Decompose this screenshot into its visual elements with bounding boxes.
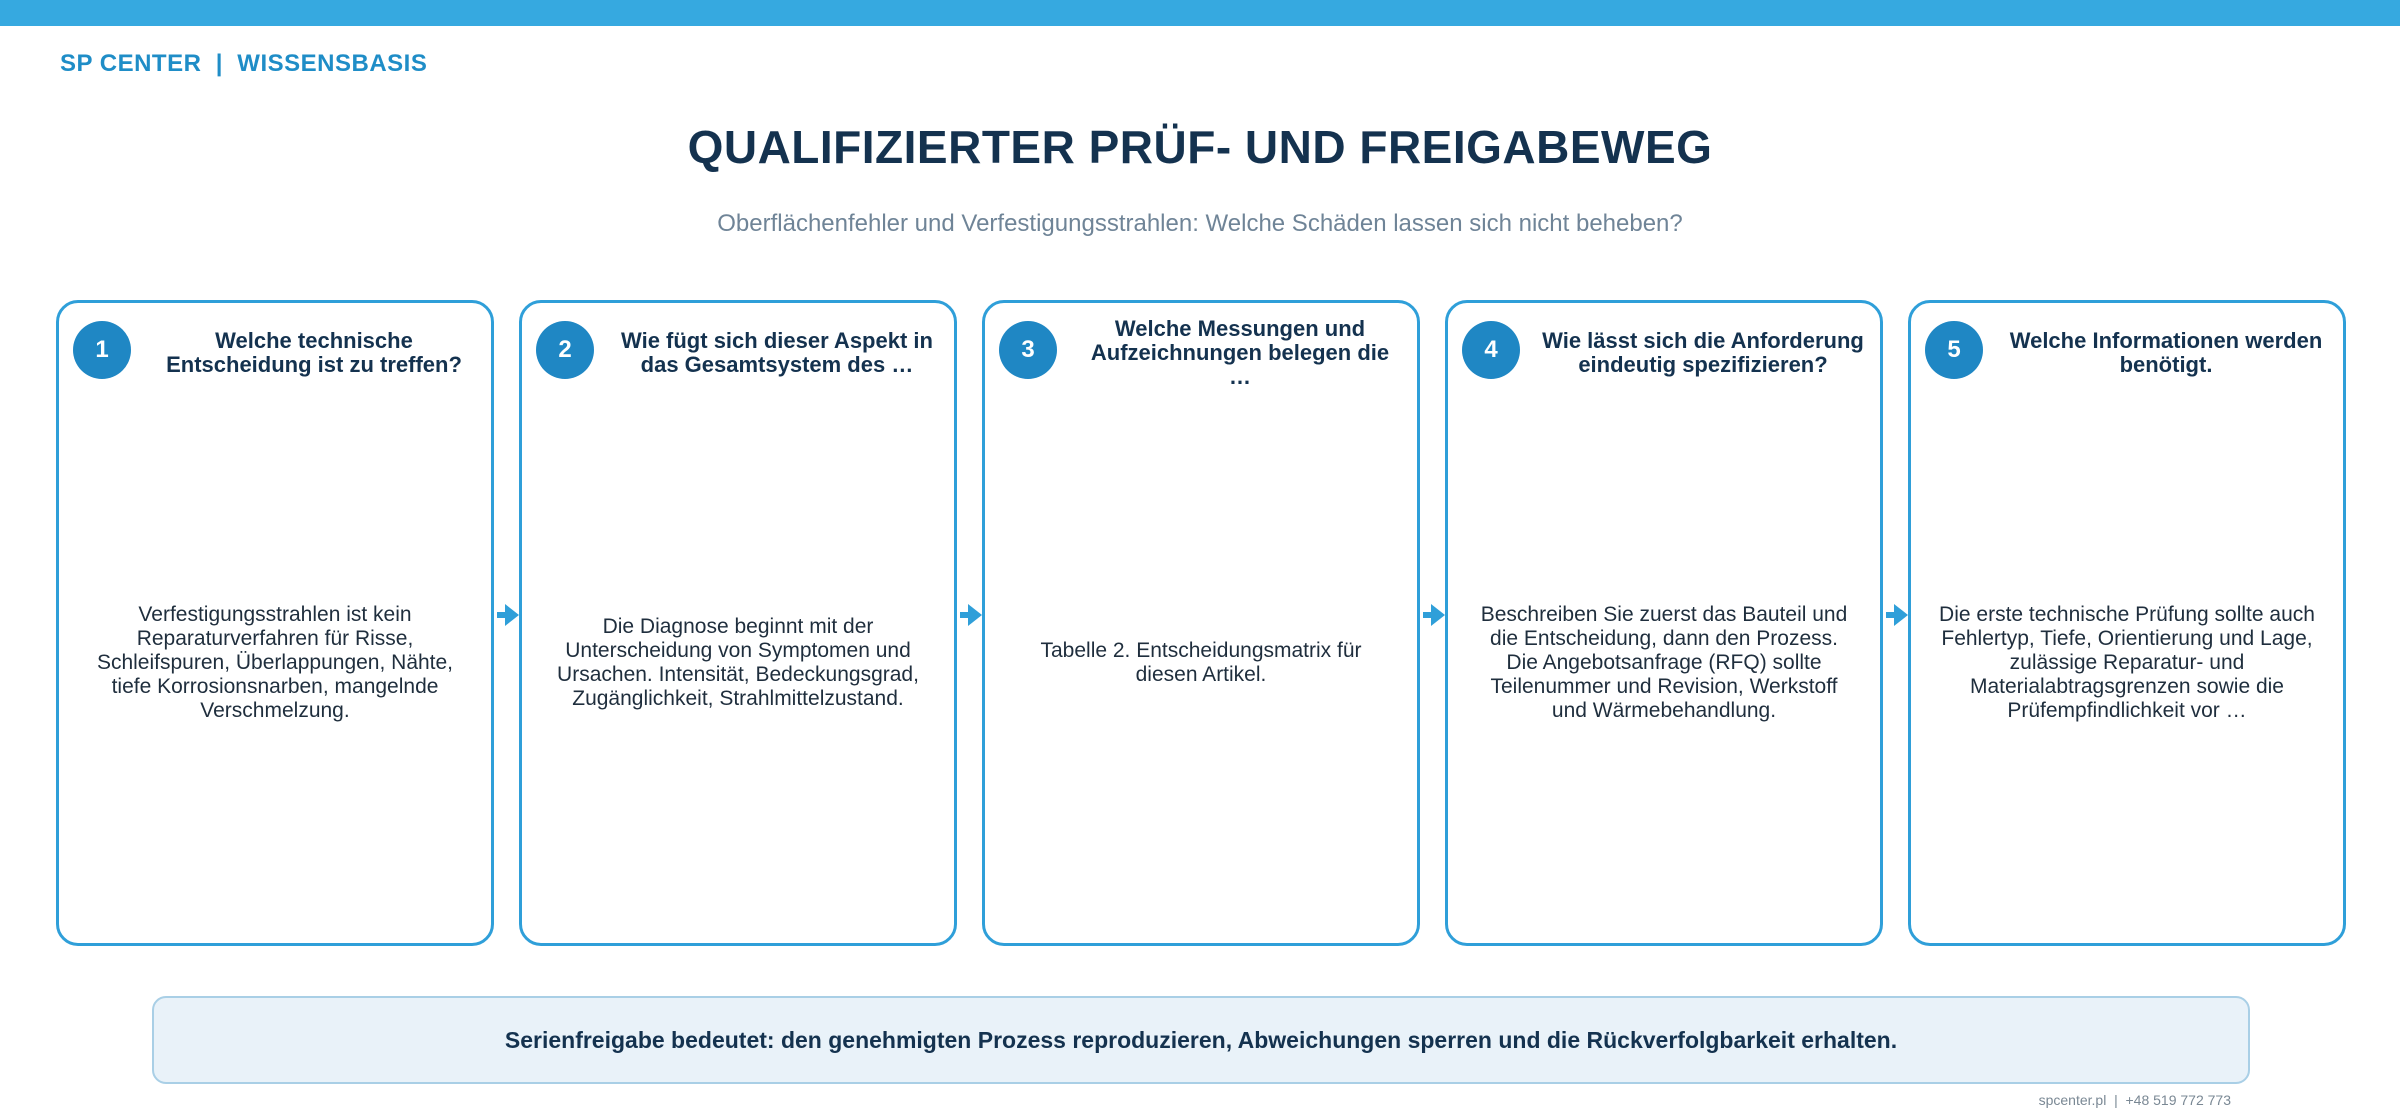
step-number-badge: 3 [999, 321, 1057, 379]
arrow-right-icon [1431, 604, 1445, 626]
step-number-badge: 1 [73, 321, 131, 379]
step-card-5 [1908, 300, 2346, 946]
brand-label: SP CENTER | WISSENSBASIS [60, 50, 428, 77]
step-body: Die Diagnose beginnt mit der Unterscheidung von Symptomen und Ursachen. Intensität, Bedeckungsgrad, Zugänglichkeit, Strahlmittelzustand. [557, 615, 919, 710]
page-subtitle: Oberflächenfehler und Verfestigungsstrahlen: Welche Schäden lassen sich nicht beheben? [717, 210, 1683, 237]
arrow-right-icon [968, 604, 982, 626]
step-number-badge: 5 [1925, 321, 1983, 379]
step-card-3 [982, 300, 1420, 946]
step-body: Verfestigungsstrahlen ist kein Reparaturverfahren für Risse, Schleifspuren, Überlappungen, Nähte, tiefe Korrosionsnarben, mangelnde Verschmelzung. [96, 603, 454, 722]
arrow-right-icon [505, 604, 519, 626]
process-steps [0, 300, 2400, 946]
summary-text: Serienfreigabe bedeutet: den genehmigten Prozess reproduzieren, Abweichungen sperren und die Rückverfolgbarkeit erhalten. [504, 1026, 1898, 1053]
arrow-right-icon [1894, 604, 1908, 626]
step-card-4 [1445, 300, 1883, 946]
step-body: Beschreiben Sie zuerst das Bauteil und die Entscheidung, dann den Prozess. Die Angebotsanfrage (RFQ) sollte Teilenummer und Revision, Werkstoff und Wärmebehandlung. [1480, 603, 1848, 722]
summary-banner [152, 996, 2250, 1084]
step-card-1 [56, 300, 494, 946]
step-number-badge: 4 [1462, 321, 1520, 379]
step-title: Wie fügt sich dieser Aspekt in das Gesamtsystem des … [621, 328, 933, 377]
top-accent-bar [0, 0, 2400, 26]
step-card-2 [519, 300, 957, 946]
footer-contact: spcenter.pl | +48 519 772 773 [2038, 1092, 2231, 1108]
step-title: Welche Messungen und Aufzeichnungen belegen die … [1090, 316, 1390, 389]
step-body: Die erste technische Prüfung sollte auch Fehlertyp, Tiefe, Orientierung und Lage, zulässige Reparatur- und Materialabtragsgrenzen sowie die Prüfempfindlichkeit vor … [1939, 603, 2315, 722]
step-title: Welche technische Entscheidung ist zu treffen? [166, 328, 462, 377]
step-body: Tabelle 2. Entscheidungsmatrix für diesen Artikel. [1040, 639, 1362, 686]
page-title: QUALIFIZIERTER PRÜF- UND FREIGABEWEG [687, 121, 1713, 173]
step-title: Welche Informationen werden benötigt. [2009, 328, 2323, 377]
step-number-badge: 2 [536, 321, 594, 379]
step-title: Wie lässt sich die Anforderung eindeutig spezifizieren? [1542, 328, 1864, 377]
